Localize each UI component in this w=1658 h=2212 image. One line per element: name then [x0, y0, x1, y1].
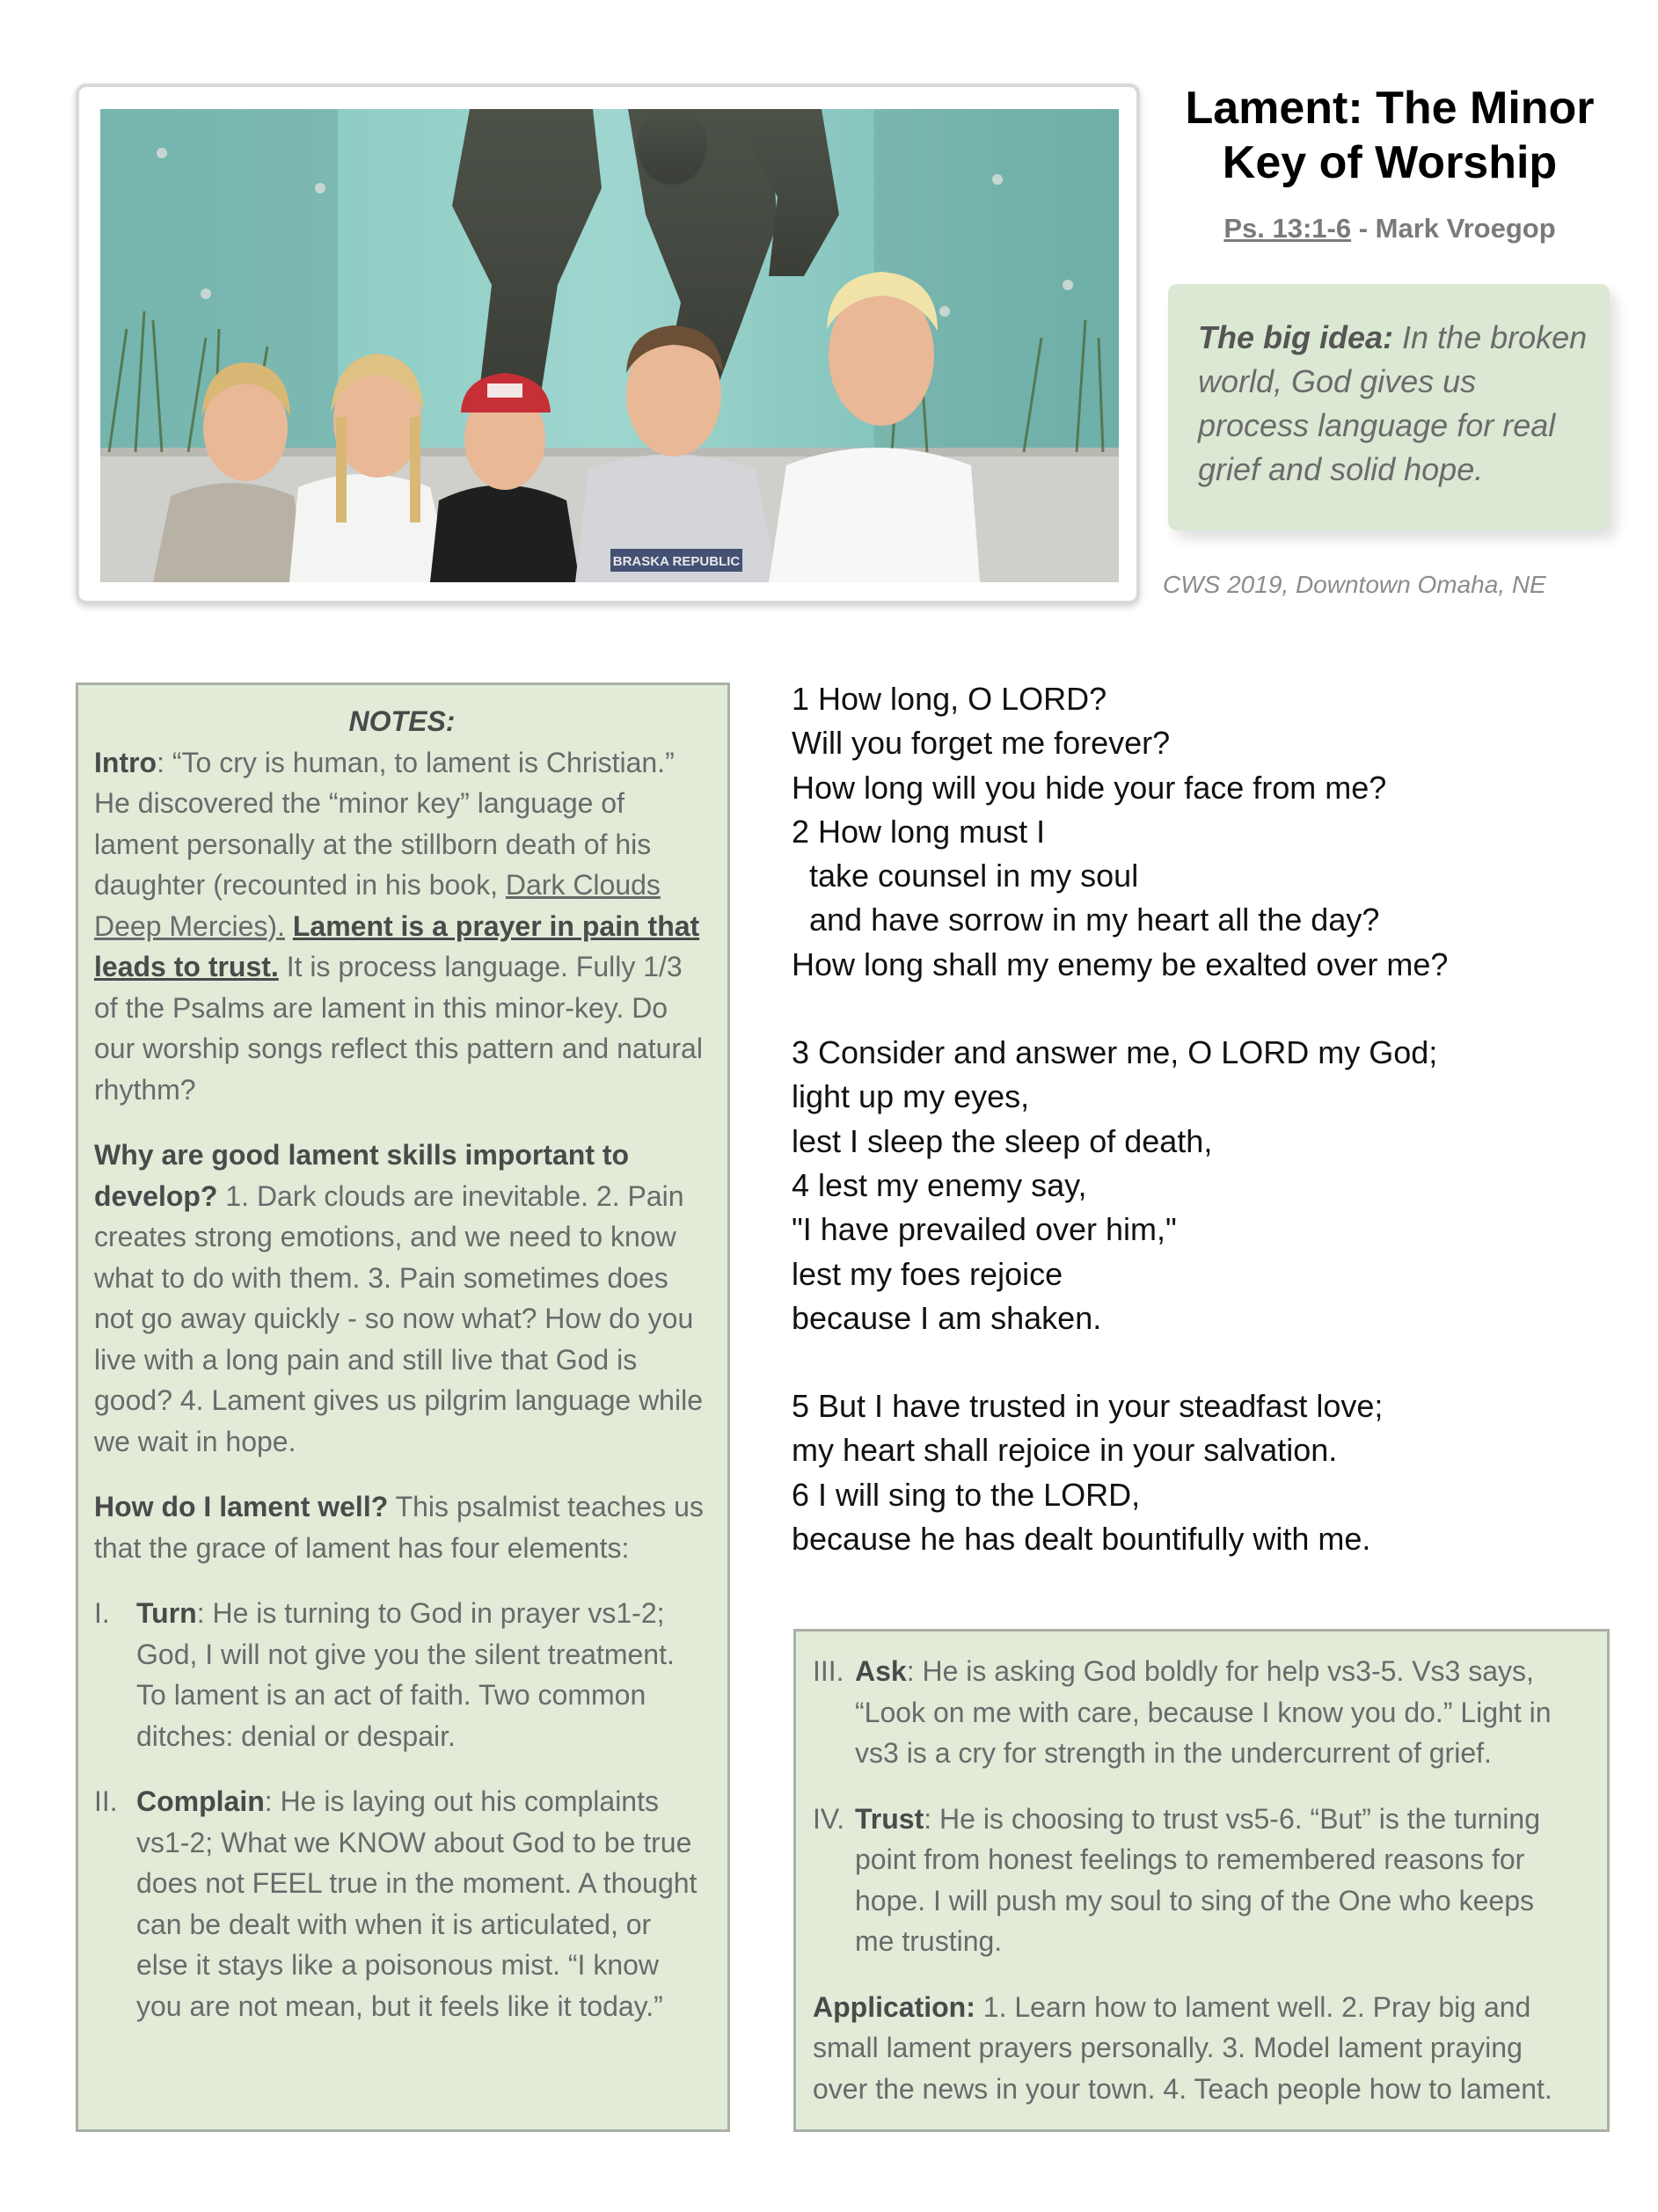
big-idea-text: In the broken world, God gives us process language for real grief and solid hope. [1198, 319, 1588, 487]
page-title [1152, 81, 1627, 190]
verse-line: lest I sleep the sleep of death, [792, 1122, 1213, 1159]
title-line-2: Key of Worship [1222, 137, 1558, 188]
point-ask [813, 1651, 1581, 1774]
point-body: : He is asking God boldly for help vs3-5. Vs3 says, “Look on me with care, because I know you do.” Light in vs3 is a cry for strength in the undercurrent of grief. [855, 1655, 1552, 1769]
title-block [1152, 81, 1627, 245]
lament-thesis: Lament is a prayer in pain that leads to trust. [94, 909, 700, 982]
verse-line: 6 I will sing to the LORD, [792, 1476, 1141, 1513]
byline-separator: - [1351, 213, 1376, 244]
shirt-print: BRASKA REPUBLIC [612, 554, 741, 569]
verse-line: 5 But I have trusted in your steadfast love; [792, 1388, 1384, 1425]
point-trust [813, 1799, 1581, 1962]
verse-line: "I have prevailed over him," [792, 1211, 1177, 1248]
title-line-1: Lament: The Minor [1185, 83, 1595, 134]
why-paragraph [94, 1135, 710, 1462]
scripture-reference-link[interactable]: Ps. 13:1-6 [1223, 213, 1352, 244]
point-body: : He is turning to God in prayer vs1-2; God, I will not give you the silent treatment. To lament is an act of faith. Two common ditches: denial or despair. [136, 1597, 675, 1752]
why-label: Why are good lament skills important to develop? [94, 1139, 630, 1212]
scripture-passage [792, 677, 1583, 1561]
point-label: Turn [136, 1597, 197, 1629]
how-label: How do I lament well? [94, 1491, 389, 1522]
verse-line: 2 How long must I [792, 813, 1046, 850]
big-idea-callout [1168, 284, 1610, 530]
intro-text-3: It is process language. Fully 1/3 of the Psalms are lament in this minor-key. Do our worship songs reflect this pattern and natural rhythm? [94, 951, 703, 1106]
application-label: Application: [813, 1990, 975, 2023]
point-turn [94, 1593, 710, 1756]
point-number: IV. [813, 1802, 845, 1835]
application-paragraph [813, 1987, 1581, 2110]
verse-line: and have sorrow in my heart all the day? [792, 902, 1380, 938]
big-idea-label: The big idea: [1198, 319, 1394, 355]
verse-line: 4 lest my enemy say, [792, 1166, 1087, 1203]
book-title: Dark Clouds Deep Mercies). [94, 869, 661, 942]
point-text [136, 1781, 710, 2026]
point-number: III. [813, 1655, 844, 1687]
verse-line: light up my eyes, [792, 1078, 1030, 1115]
stanza-break [792, 1340, 1583, 1384]
point-text [855, 1651, 1581, 1774]
verse-line: 3 Consider and answer me, O LORD my God; [792, 1034, 1438, 1071]
point-body: : He is laying out his complaints vs1-2; What we KNOW about God to be true does not FEEL true in the moment. A thought can be dealt with when it is articulated, or else it stays like a poisonous mist. “I know you are not mean, but it feels like it today.” [136, 1785, 698, 2022]
point-text [855, 1799, 1581, 1962]
point-label: Ask [855, 1655, 907, 1687]
stanza-1 [792, 677, 1583, 987]
family-photo [100, 109, 1119, 582]
verse-line: How long will you hide your face from me? [792, 769, 1387, 806]
verse-line: Will you forget me forever? [792, 725, 1171, 762]
verse-line: lest my foes rejoice [792, 1255, 1063, 1292]
how-paragraph [94, 1486, 710, 1568]
points-box [793, 1629, 1610, 2132]
verse-line: because he has dealt bountifully with me. [792, 1521, 1371, 1558]
point-number: II. [94, 1785, 118, 1817]
point-complain [94, 1781, 710, 2026]
speaker-name: Mark Vroegop [1375, 213, 1556, 244]
intro-label: Intro [94, 746, 157, 778]
stanza-2 [792, 1031, 1583, 1340]
point-number: I. [94, 1597, 110, 1629]
why-text: 1. Dark clouds are inevitable. 2. Pain creates strong emotions, and we need to know what to do with them. 3. Pain sometimes does not go away quickly - so now what? How do you live with a long pain and still live that God is good? 4. Lament gives us pilgrim language while we wait in hope. [94, 1179, 703, 1457]
intro-text-1: : “To cry is human, to lament is Christian.” He discovered the “minor key” language of lament personally at the stillborn death of his daughter (recounted in his book, [94, 746, 675, 901]
verse-line: because I am shaken. [792, 1299, 1102, 1336]
stanza-break [792, 987, 1583, 1031]
verse-line: How long shall my enemy be exalted over me? [792, 945, 1449, 982]
intro-paragraph [94, 742, 710, 1111]
verse-line: my heart shall rejoice in your salvation. [792, 1432, 1338, 1469]
stanza-3 [792, 1384, 1583, 1561]
point-text [136, 1593, 710, 1756]
point-label: Trust [855, 1802, 924, 1835]
how-text: This psalmist teaches us that the grace of lament has four elements: [94, 1491, 704, 1564]
byline [1152, 213, 1627, 245]
photo-caption: CWS 2019, Downtown Omaha, NE [1163, 571, 1546, 598]
notes-heading: NOTES: [348, 705, 456, 737]
verse-line: take counsel in my soul [792, 858, 1139, 894]
verse-line: 1 How long, O LORD? [792, 681, 1107, 717]
notes-box [76, 683, 730, 2132]
application-text: 1. Learn how to lament well. 2. Pray big and small lament prayers personally. 3. Model lament praying over the news in your town. 4. Teach people how to lament. [813, 1990, 1552, 2105]
point-body: : He is choosing to trust vs5-6. “But” is the turning point from honest feelings to remembered reasons for hope. I will push my soul to sing of the One who keeps me trusting. [855, 1802, 1540, 1957]
photo-frame [76, 84, 1140, 604]
intro-text-2 [285, 910, 293, 942]
point-label: Complain [136, 1785, 265, 1817]
